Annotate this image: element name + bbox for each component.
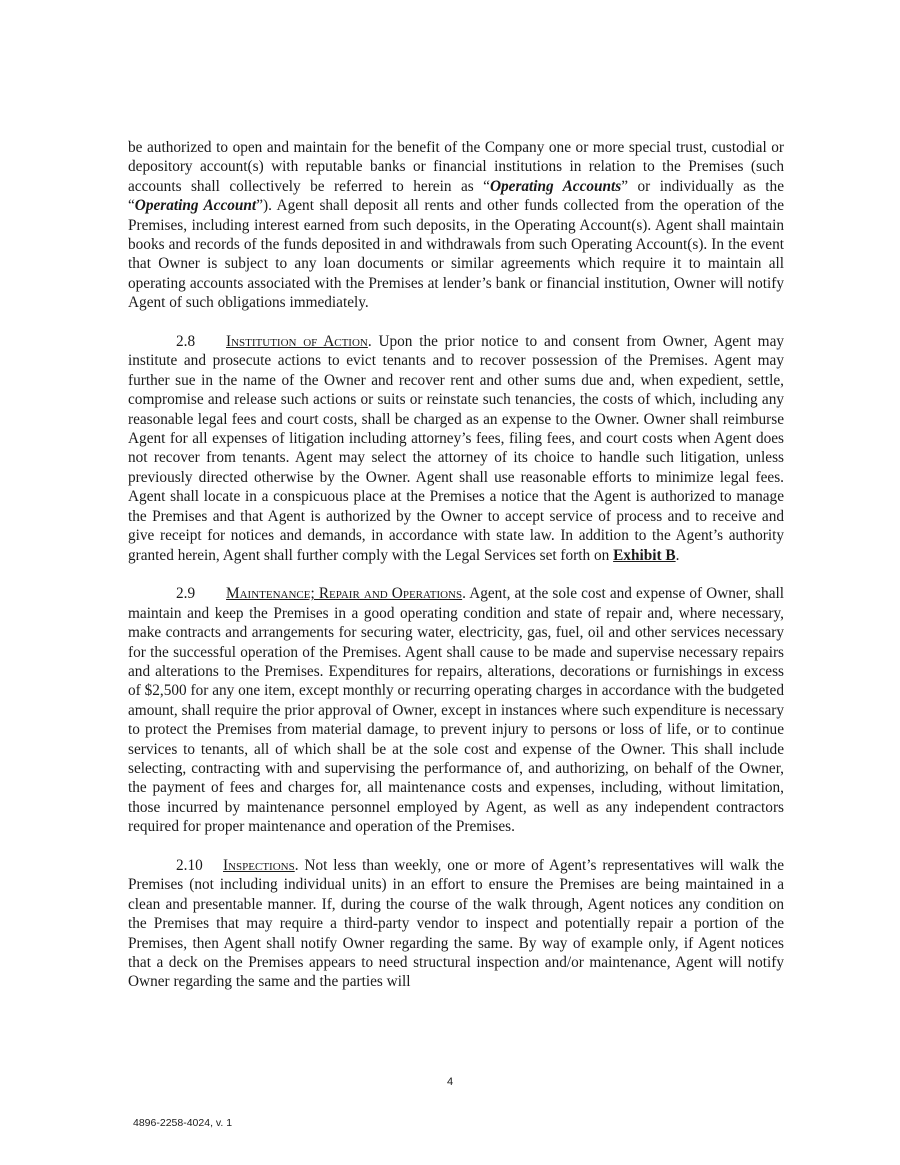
defined-term-operating-accounts: Operating Accounts — [489, 177, 622, 195]
document-id: 4896-2258-4024, v. 1 — [133, 1117, 233, 1129]
section-number: 2.10 — [176, 856, 203, 874]
section-text: . Not less than weekly, one or more of Agent’s representatives will walk the Premises (not including individual units) in an effort to ensure the Premises are being maintained in a clean and presentable manner. If, during the course of the walk through, Agent notices any condition on the Premises that may require a third-party vendor to inspect and potentially repair a portion of the Premises, then Agent shall notify Owner regarding the same. By way of example only, if Agent notices that a deck on the Premises appears to need structural inspection and/or maintenance, Agent will notify Owner regarding the same and the parties will — [128, 856, 784, 991]
section-2-8 — [128, 332, 784, 565]
paragraph-operating-accounts — [128, 138, 784, 313]
section-text-end: . — [675, 546, 680, 564]
section-heading: Maintenance; Repair and Operations — [226, 585, 463, 603]
section-2-10 — [128, 856, 784, 992]
section-2-9 — [128, 584, 784, 836]
section-number: 2.9 — [176, 585, 196, 603]
section-heading: Inspections — [223, 856, 295, 874]
paragraph-text: ”). Agent shall deposit all rents and other funds collected from the operation of the Premises, including interest earned from such deposits, in the Operating Account(s). Agent shall maintain books and records of the funds deposited in and withdrawals from such Operating Account(s). In the event that Owner is subject to any loan documents or similar agreements which require it to maintain all operating accounts associated with the Premises at lender’s bank or financial institution, Owner will notify Agent of such obligations immediately. — [128, 197, 784, 312]
section-number: 2.8 — [176, 333, 196, 351]
paragraph-text: be authorized to open and maintain for the benefit of the Company one or more special trust, custodial or depository account(s) with reputable banks or financial institutions in relation to the Premises (such accounts shall collectively be referred to herein as “ — [128, 139, 784, 195]
section-text: . Upon the prior notice to and consent from Owner, Agent may institute and prosecute actions to evict tenants and to recover possession of the Premises. Agent may further sue in the name of the Owner and recover rent and other sums due and, when expedient, settle, compromise and release such actions or suits or reinstate such tenancies, the costs of which, including any reasonable legal fees and court costs, shall be charged as an expense to the Owner. Owner shall reimburse Agent for all expenses of litigation including attorney’s fees, filing fees, and court costs when Agent does not recover from tenants. Agent may select the attorney of its choice to handle such litigation, unless previously directed otherwise by the Owner. Agent shall use reasonable efforts to minimize legal fees. Agent shall locate in a conspicuous place at the Premises a notice that the Agent is authorized to manage the Premises and that Agent is authorized by the Owner to accept service of process and to receive and give receipt for notices and demands, in accordance with state law. In addition to the Agent’s authority granted herein, Agent shall further comply with the Legal Services set forth on — [128, 333, 785, 564]
section-heading: Institution of Action — [226, 333, 368, 351]
exhibit-reference: Exhibit B — [613, 546, 676, 564]
page-number: 4 — [446, 1076, 454, 1088]
section-text: . Agent, at the sole cost and expense of Owner, shall maintain and keep the Premises in a good operating condition and state of repair and, where necessary, make contracts and arrangements for securing water, electricity, gas, fuel, oil and other services necessary for the successful operation of the Premises. Agent shall cause to be made and supervise necessary repairs and alterations to the Premises. Expenditures for repairs, alterations, decorations or furnishings in excess of $2,500 for any one item, except monthly or recurring operating charges in accordance with the budgeted amount, shall require the prior approval of Owner, except in instances where such expenditure is necessary to protect the Premises from material damage, to prevent injury to persons or loss of life, or to continue services to tenants, all of which shall be at the sole cost and expense of the Owner. This shall include selecting, contracting with and supervising the performance of, and authorizing, on behalf of the Owner, the payment of fees and charges for, all maintenance costs and expenses, including, without limitation, those incurred by maintenance personnel employed by Agent, as well as any independent contractors required for proper maintenance and operation of the Premises. — [128, 585, 784, 836]
defined-term-operating-account: Operating Account — [134, 197, 257, 215]
document-body — [128, 138, 784, 1011]
paragraph-text: ” or individually as the “ — [128, 177, 784, 215]
